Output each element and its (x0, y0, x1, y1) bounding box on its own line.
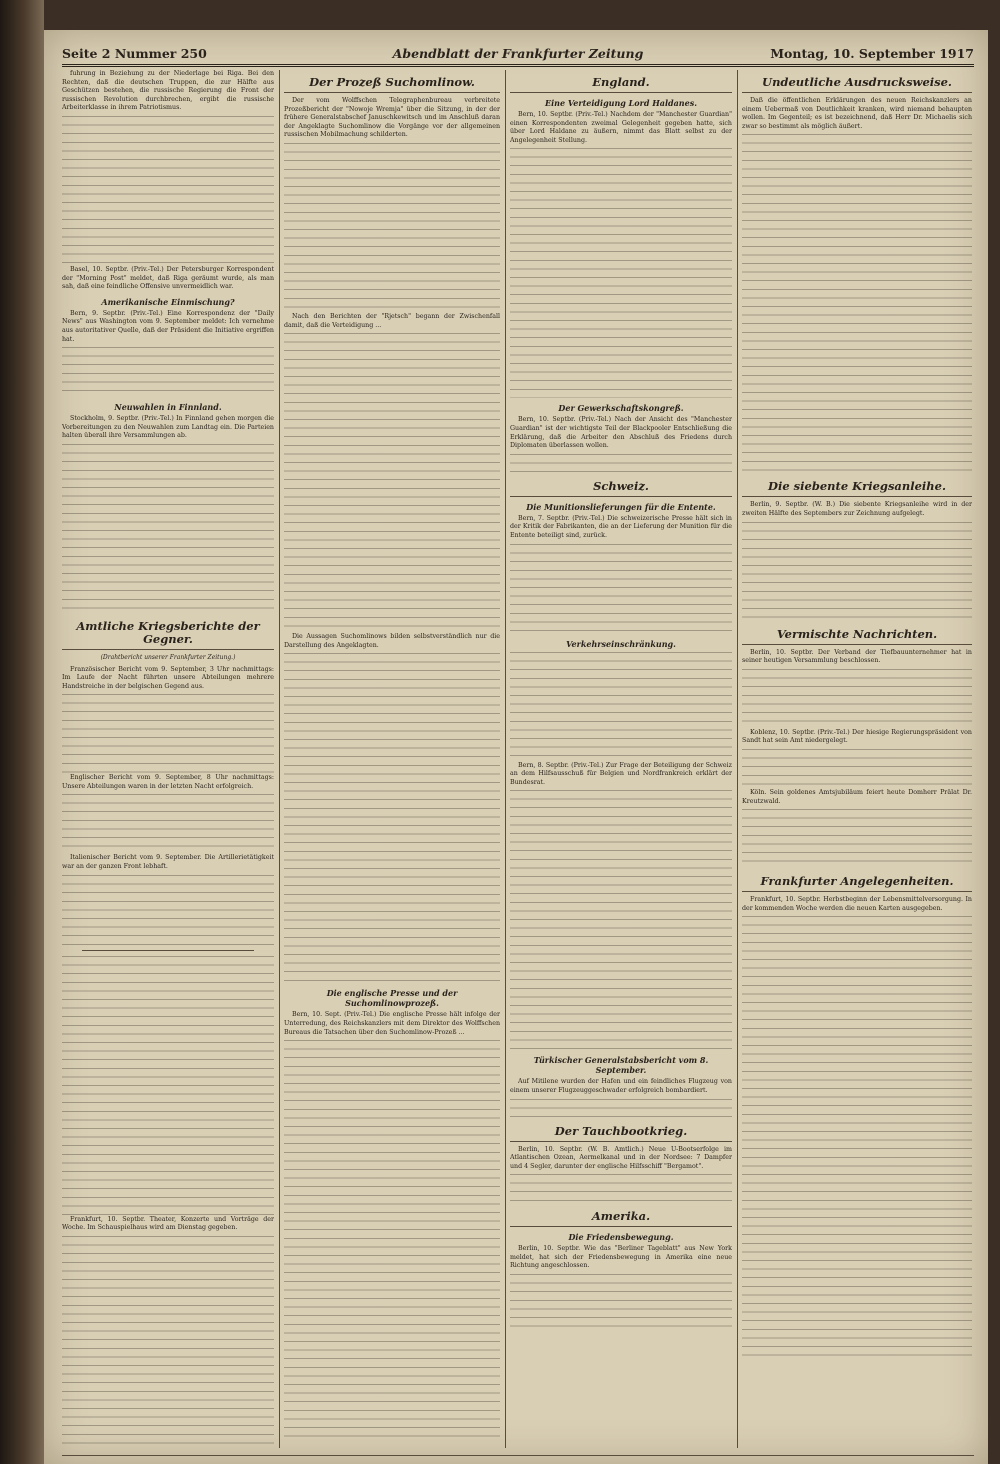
section-heading: Eine Verteidigung Lord Haldanes. (545, 98, 697, 108)
article-text: Italienischer Bericht vom 9. September. Die Artillerietätigkeit war an der ganzen Front lebhaft. (62, 854, 274, 871)
column-1 (62, 70, 274, 1448)
article-text: Auf Mitilene wurden der Hafen und ein feindliches Flugzeug von einem unserer Flugzeuggeschwader erfolgreich bombardiert. (510, 1078, 732, 1094)
text-lines (742, 749, 972, 789)
article-headline: Vermischte Nachrichten. (742, 628, 972, 645)
column-rule (505, 70, 506, 1448)
section-heading: Die Friedensbewegung. (568, 1232, 674, 1243)
article-text: Die Aussagen Suchomlinows bilden selbstverständlich nur die Darstellung des Angeklagten. (284, 633, 500, 649)
text-lines (284, 653, 500, 983)
article-text: Berlin, 10. Septbr. (W. B. Amtlich.) Neue U-Bootserfolge im Atlantischen Ozean, Aermelkanal und in der Nordsee: 7 Dampfer und 4 Segler, darunter der englische Hilfsschiff "Bergamot". (510, 1145, 732, 1170)
article-headline: Frankfurter Angelegenheiten. (742, 875, 972, 892)
article-headline: England. (510, 76, 732, 93)
article-headline: Amerika. (510, 1210, 732, 1227)
article-text: Berlin, 10. Septbr. Wie das "Berliner Tageblatt" aus New York meldet, hat sich der Friedensbewegung in Amerika eine neue Richtung angeschlossen. (510, 1245, 732, 1270)
article-text: Stockholm, 9. Septbr. (Priv.-Tel.) In Finnland gehen morgen die Vorbereitungen zu den Neuwahlen zum Landtag ein. Die Parteien halten überall ihre Versammlungen ab. (62, 415, 274, 440)
article-headline: Undeutliche Ausdrucksweise. (742, 76, 972, 93)
text-lines (62, 444, 274, 614)
article-headline: Amtliche Kriegsberichte der Gegner. (62, 620, 274, 650)
issue-date: Montag, 10. September 1917 (770, 46, 974, 61)
book-binding (0, 0, 44, 1464)
article-text: Bern, 10. Sept. (Priv.-Tel.) Die englische Presse hält infolge der Unterredung, des Reichskanzlers mit dem Direktor des Wolffschen Bureaus die Tatsachen über den Suchomlinow-Prozeß ... (284, 1011, 500, 1036)
article-text: Koblenz, 10. Septbr. (Priv.-Tel.) Der hiesige Regierungspräsident von Sandt hat sein Amt niedergelegt. (742, 728, 972, 745)
text-lines (510, 1274, 732, 1334)
article-subline: (Drahtbericht unserer Frankfurter Zeitung.) (100, 653, 236, 661)
text-lines (742, 669, 972, 729)
text-lines (510, 454, 732, 474)
article-text: Nach den Berichten der "Rjetsch" begann der Zwischenfall damit, daß die Verteidigung ... (284, 312, 500, 329)
text-lines (62, 875, 274, 945)
article-text: Basel, 10. Septbr. (Priv.-Tel.) Der Petersburger Korrespondent der "Morning Post" meldet, daß Riga geräumt wurde, als man sah, daß eine feindliche Offensive unvermeidlich war. (62, 265, 274, 291)
text-lines (62, 347, 274, 397)
text-lines (62, 956, 274, 1216)
text-lines (510, 544, 732, 634)
text-lines (510, 1174, 732, 1204)
article-text: Frankfurt, 10. Septbr. Herbstbeginn der Lebensmittelversorgung. In der kommenden Woche werden die neuen Karten ausgegeben. (742, 896, 972, 912)
column-2 (284, 70, 500, 1448)
section-heading: Die englische Presse und der Suchomlinowprozeß. (326, 988, 458, 1009)
article-headline: Der Prozeß Suchomlinow. (284, 76, 500, 93)
text-lines (284, 1040, 500, 1440)
text-lines (62, 116, 274, 266)
article-text: Bern, 10. Septbr. (Priv.-Tel.) Nach der Ansicht des "Manchester Guardian" ist der wichtigste Teil der Blackpooler Entschließung die Erklärung, daß die Arbeiter den Abschluß des Friedens durch Diplomaten überlassen wollen. (510, 416, 732, 450)
section-heading: Amerikanische Einmischung? (101, 296, 235, 307)
text-lines (510, 652, 732, 762)
text-lines (742, 809, 972, 869)
article-text: Englischer Bericht vom 9. September, 8 Uhr nachmittags: Unsere Abteilungen waren in der letzten Nacht erfolgreich. (62, 774, 274, 790)
text-lines (510, 148, 732, 398)
masthead (62, 42, 974, 67)
column-rule (737, 70, 738, 1448)
section-heading: Verkehrseinschränkung. (566, 638, 676, 649)
article-headline: Schweiz. (510, 480, 732, 497)
article-text: Französischer Bericht vom 9. September, 3 Uhr nachmittags: Im Laufe der Nacht führten unsere Abteilungen mehrere Handstreiche in der belgischen Gegend aus. (62, 665, 274, 690)
text-lines (742, 522, 972, 622)
section-heading: Neuwahlen in Finnland. (114, 402, 222, 413)
article-text: Bern, 7. Septbr. (Priv.-Tel.) Die schweizerische Presse hält sich in der Kritik der Fabrikanten, die an der Lieferung der Munition für die Entente beteiligt sind, zurück. (510, 514, 732, 539)
article-text: fuhrung in Beziehung zu der Niederlage bei Riga. Bei den Rechten, daß die deutschen Truppen, die zur Hälfte aus Geschützen bestehen, die russische Regierung die Front der russischen Revolution durchbrechen, ergibt die russische Arbeiterklasse in ihrem Patriotismus. (62, 70, 274, 112)
text-lines (284, 333, 500, 633)
text-lines (62, 1236, 274, 1448)
article-text: Bern, 8. Septbr. (Priv.-Tel.) Zur Frage der Beteiligung der Schweiz an dem Hilfsausschuß für Belgien und Nordfrankreich erklärt der Bundesrat. (510, 761, 732, 786)
paper-title: Abendblatt der Frankfurter Zeitung (392, 46, 644, 61)
divider (82, 950, 254, 951)
text-lines (510, 790, 732, 1050)
article-headline: Die siebente Kriegsanleihe. (742, 480, 972, 497)
column-4 (742, 70, 972, 1448)
article-headline: Der Tauchbootkrieg. (510, 1125, 732, 1142)
article-text: Köln. Sein goldenes Amtsjubiläum feiert heute Domherr Prälat Dr. Kreutzwald. (742, 788, 972, 805)
article-text: Berlin, 10. Septbr. Der Verband der Tiefbauunternehmer hat in seiner heutigen Versammlung beschlossen. (742, 648, 972, 665)
article-text: Daß die öffentlichen Erklärungen des neuen Reichskanzlers an einem Uebermaß von Deutlichkeit kranken, wird niemand behaupten wollen. Im Gegenteil; es ist bezeichnend, daß Herr Dr. Michaelis sich zwar so bestimmt als möglich äußert. (742, 97, 972, 130)
text-lines (62, 694, 274, 774)
article-text: Bern, 9. Septbr. (Priv.-Tel.) Eine Korrespondenz der "Daily News" aus Washington vom 9. September meldet: Ich vernehme aus autoritativer Quelle, daß der Präsident die Initiative ergriffen hat. (62, 309, 274, 343)
page-number: Seite 2 Nummer 250 (62, 46, 207, 61)
section-heading: Der Gewerkschaftskongreß. (558, 403, 684, 414)
article-text: Berlin, 9. Septbr. (W. B.) Die siebente Kriegsanleihe wird in der zweiten Hälfte des Septembers zur Zeichnung aufgelegt. (742, 501, 972, 517)
column-3 (510, 70, 732, 1448)
text-lines (742, 134, 972, 474)
text-lines (284, 143, 500, 313)
text-lines (62, 794, 274, 854)
text-lines (742, 916, 972, 1356)
newspaper-page (44, 30, 988, 1464)
page-bottom-rule (62, 1455, 974, 1456)
section-heading: Die Munitionslieferungen für die Entente. (526, 501, 716, 512)
article-text: Bern, 10. Septbr. (Priv.-Tel.) Nachdem der "Manchester Guardian" einen Korrespondenten zweimal Gelegenheit gegeben hatte, sich über Lord Haldane zu äußern, nimmt das Blatt selbst zu der Angelegenheit Stellung. (510, 111, 732, 144)
article-text: Der vom Wolffschen Telegraphenbureau verbreitete Prozeßbericht der "Nowoje Wremja" über die Sitzung, in der der frühere Generalstabschef Januschkewitsch und im Anschluß daran der Angeklagte Suchomlinow die Vorgänge vor der allgemeinen russischen Mobilmachung schilderten. (284, 97, 500, 139)
column-rule (279, 70, 280, 1448)
section-heading: Türkischer Generalstabsbericht vom 8. September. (533, 1055, 709, 1076)
article-text: Frankfurt, 10. Septbr. Theater, Konzerte und Vorträge der Woche. Im Schauspielhaus wird am Dienstag gegeben. (62, 1215, 274, 1232)
text-lines (510, 1099, 732, 1119)
